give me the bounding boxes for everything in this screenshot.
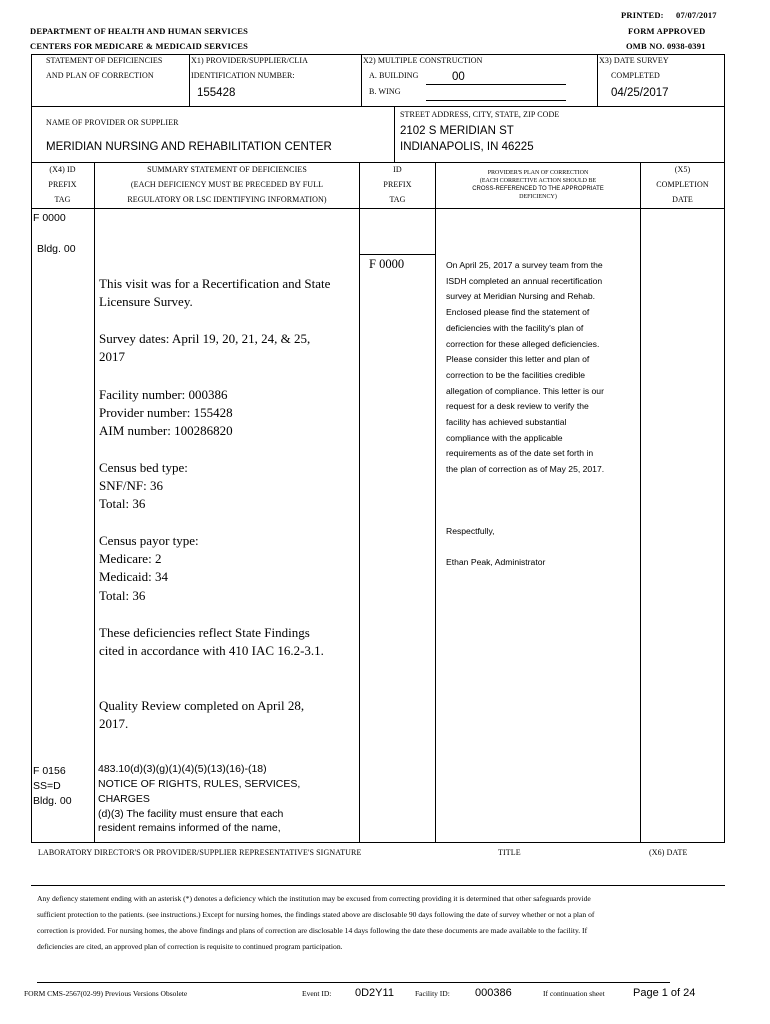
director-signature-label: LABORATORY DIRECTOR'S OR PROVIDER/SUPPLIER REPRESENTATIVE'S SIGNATURE [38, 848, 362, 857]
survey-date-value: 04/25/2017 [611, 87, 669, 99]
summary-paragraph: This visit was for a Recertification and State Licensure Survey. [99, 276, 331, 309]
id-header-3: TAG [389, 195, 406, 204]
provider-name: MERIDIAN NURSING AND REHABILITATION CENTER [46, 141, 332, 153]
summary-line: Census payor type: [99, 533, 199, 548]
department-name: DEPARTMENT OF HEALTH AND HUMAN SERVICES [30, 26, 249, 36]
summary-line: AIM number: 100286820 [99, 423, 233, 438]
poc-letter: On April 25, 2017 a survey team from the ISDH completed an annual recertification survey at Meridian Nursing and Rehab. Enclosed please find the statement of deficiencies with the facility's plan of correction for these alleged deficiencies. Please consider this letter and plan of correction to be the facilities credible allegation of compliance. This letter is our request for a desk review to verify the facility has achieved substantial compliance with the applicable requirements as of the date set forth in the plan of correction as of May 25, 2017. [446, 260, 605, 475]
provider-name-label: NAME OF PROVIDER OR SUPPLIER [46, 118, 179, 127]
summary-line: Census bed type: [99, 460, 188, 475]
summary-line: Facility number: 000386 [99, 387, 228, 402]
id-header-2: PREFIX [383, 180, 412, 189]
page-number: Page 1 of 24 [633, 987, 696, 999]
id-tag-f0000: F 0000 [369, 257, 405, 271]
statement-label-2: AND PLAN OF CORRECTION [46, 71, 154, 80]
summary-paragraph: These deficiencies reflect State Findings cited in accordance with 410 IAC 16.2-3.1. [99, 625, 324, 658]
poc-header-1: PROVIDER'S PLAN OF CORRECTION [487, 170, 589, 176]
continuation-label: If continuation sheet [543, 989, 605, 998]
x4-header-1: (X4) ID [49, 165, 76, 174]
address-line-1: 2102 S MERIDIAN ST [400, 125, 514, 137]
poc-closing: Respectfully, [446, 526, 495, 536]
prefix-tag-f0156: F 0156 [33, 765, 66, 777]
building-tag-1: Bldg. 00 [37, 243, 76, 255]
x6-date-label: (X6) DATE [649, 848, 688, 857]
address-line-2: INDIANAPOLIS, IN 46225 [400, 141, 534, 153]
summary-line: SNF/NF: 36 [99, 478, 163, 493]
summary-line: Medicare: 2 [99, 551, 162, 566]
prefix-tag-f0000: F 0000 [33, 212, 66, 224]
wing-label: B. WING [369, 87, 401, 96]
building-value: 00 [452, 71, 465, 83]
f156-line: CHARGES [98, 793, 150, 805]
summary-line: Total: 36 [99, 588, 146, 603]
statement-label-1: STATEMENT OF DEFICIENCIES [46, 56, 163, 65]
summary-line: Medicaid: 34 [99, 569, 168, 584]
signature-divider [31, 885, 725, 886]
f156-line: resident remains informed of the name, [98, 822, 281, 834]
summary-paragraph: Survey dates: April 19, 20, 21, 24, & 25, 2017 [99, 331, 311, 364]
facility-id-label: Facility ID: [415, 989, 450, 998]
event-id-value: 0D2Y11 [355, 987, 394, 999]
address-label: STREET ADDRESS, CITY, STATE, ZIP CODE [400, 110, 560, 119]
summary-header-3: REGULATORY OR LSC IDENTIFYING INFORMATION) [127, 195, 327, 204]
form-approved: FORM APPROVED [628, 26, 706, 36]
x5-header-2: COMPLETION [656, 180, 709, 189]
x5-header-1: (X5) [674, 165, 691, 174]
x3-label: X3) DATE SURVEY [599, 56, 669, 65]
building-tag-2: Bldg. 00 [33, 795, 72, 807]
disclaimer-text: Any defiency statement ending with an asterisk (*) denotes a deficiency which the institution may be excused from correcting providing it is determined that other safeguards provide sufficient protection to the patients. (see instructions.) Except for nursing homes, the findings stated above are disclosable 90 days following the date of survey whether or not a plan of correction is provided. For nursing homes, the above findings and plans of correction are disclosable 14 days following the date these documents are made available to the facility. If deficiencies are cited, an approved plan of correction is requisite to continued program participation. [37, 894, 595, 951]
poc-header-4: DEFICIENCY) [519, 194, 557, 200]
f156-line: (d)(3) The facility must ensure that each [98, 808, 284, 820]
poc-header-2: (EACH CORRECTIVE ACTION SHOULD BE [479, 178, 597, 184]
f156-line: NOTICE OF RIGHTS, RULES, SERVICES, [98, 778, 301, 790]
summary-line: Total: 36 [99, 496, 146, 511]
x4-header-3: TAG [54, 195, 71, 204]
title-label: TITLE [498, 848, 521, 857]
id-header-1: ID [393, 165, 402, 174]
x3-label-2: COMPLETED [611, 71, 660, 80]
form-number: FORM CMS-2567(02-99) Previous Versions Obsolete [24, 989, 188, 998]
scope-severity-tag: SS=D [33, 780, 61, 792]
printed-label: PRINTED: [621, 10, 664, 20]
centers-name: CENTERS FOR MEDICARE & MEDICAID SERVICES [30, 41, 249, 51]
summary-header-1: SUMMARY STATEMENT OF DEFICIENCIES [147, 165, 307, 174]
poc-signature: Ethan Peak, Administrator [446, 557, 546, 567]
provider-id-value: 155428 [197, 87, 236, 99]
x4-header-2: PREFIX [48, 180, 77, 189]
summary-line: Provider number: 155428 [99, 405, 233, 420]
building-label: A. BUILDING [369, 71, 419, 80]
f156-line: 483.10(d)(3)(g)(1)(4)(5)(13)(16)-(18) [98, 763, 267, 775]
x5-header-3: DATE [672, 195, 693, 204]
facility-id-value: 000386 [475, 987, 512, 999]
omb-number: OMB NO. 0938-0391 [626, 41, 706, 51]
summary-header-2: (EACH DEFICIENCY MUST BE PRECEDED BY FULL [130, 180, 324, 189]
x1-label: X1) PROVIDER/SUPPLIER/CLIA [191, 56, 309, 65]
footer-divider [37, 982, 670, 983]
x2-label: X2) MULTIPLE CONSTRUCTION [363, 56, 483, 65]
printed-date: 07/07/2017 [676, 10, 717, 20]
x1-label-2: IDENTIFICATION NUMBER: [191, 71, 295, 80]
summary-paragraph: Quality Review completed on April 28, 2017. [99, 698, 305, 731]
event-id-label: Event ID: [302, 989, 332, 998]
poc-header-3: CROSS-REFERENCED TO THE APPROPRIATE [472, 186, 604, 192]
